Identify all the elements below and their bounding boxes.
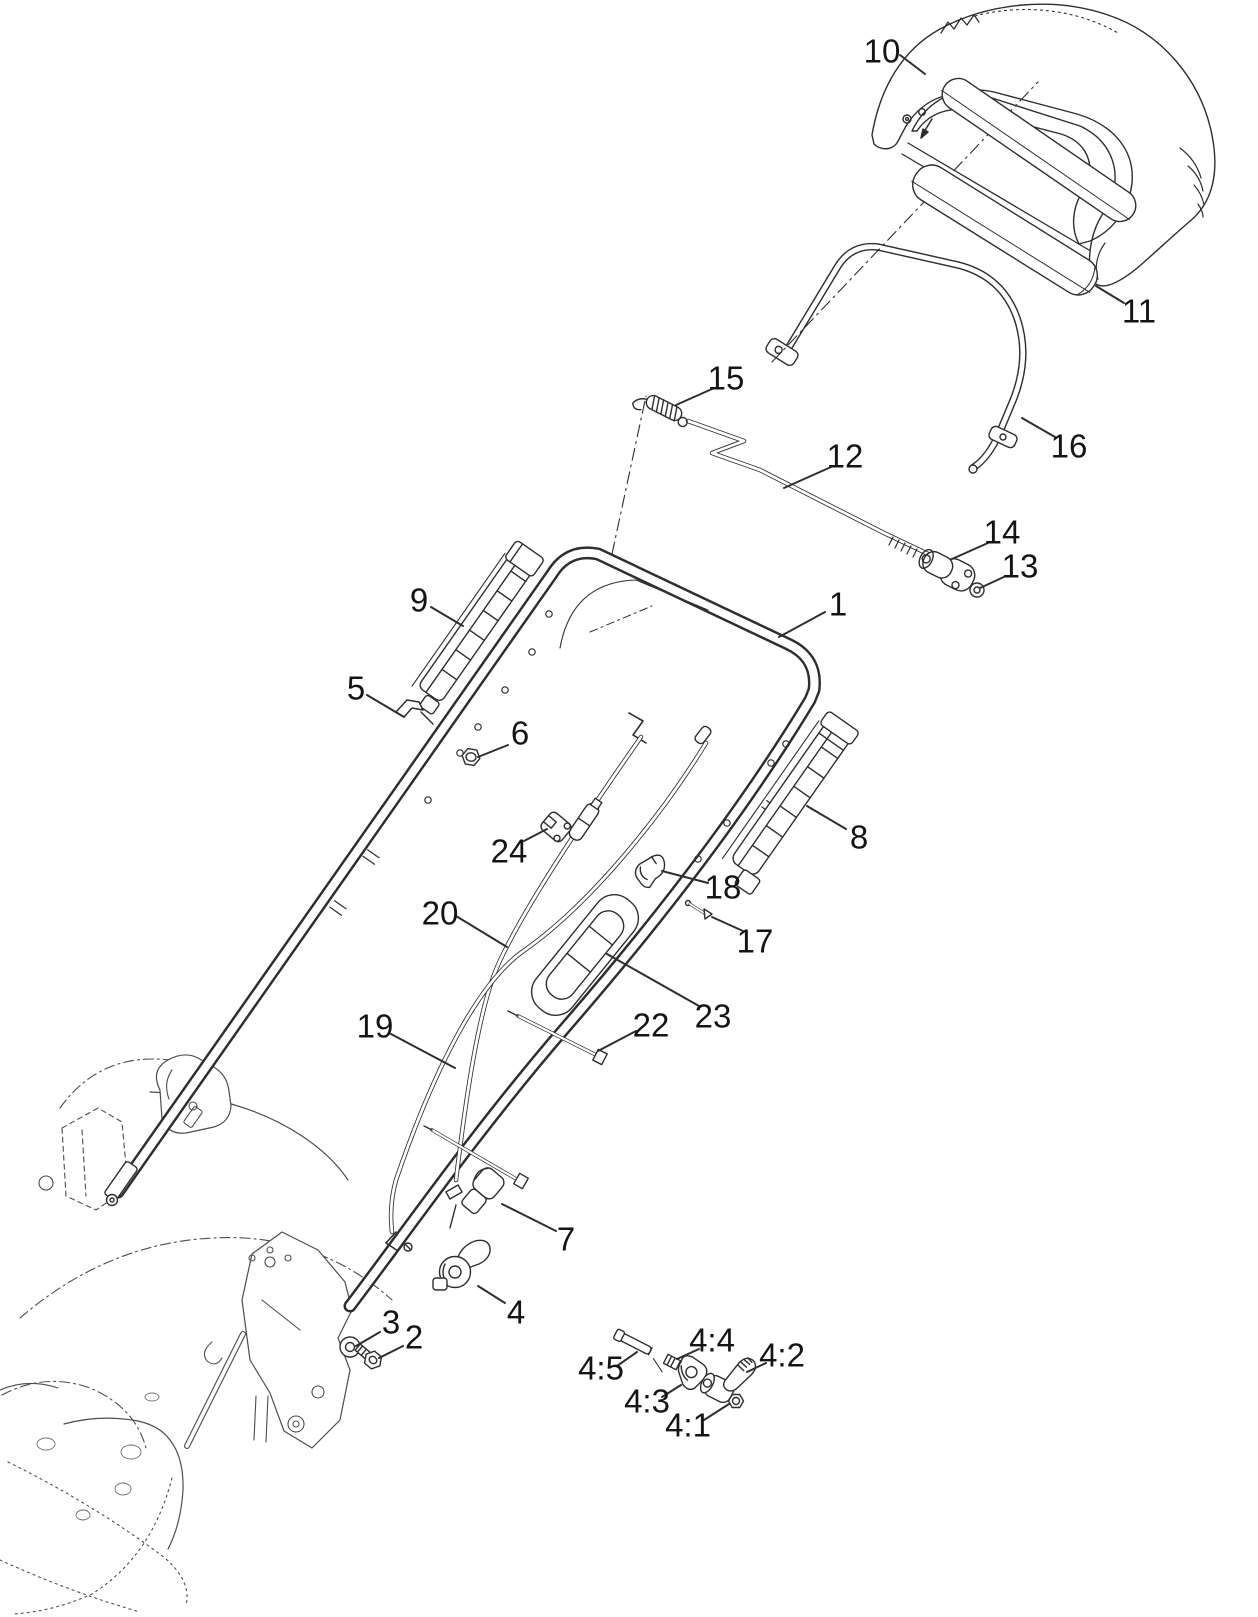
part-label-10: 10 [863, 32, 901, 70]
leader-line-9 [431, 607, 463, 626]
part-label-4-2: 4:2 [759, 1336, 805, 1374]
bail-bar-16 [764, 247, 1023, 473]
leader-line-15 [676, 389, 712, 405]
deck-rear-corner [64, 1418, 183, 1549]
part-label-23: 23 [694, 997, 732, 1035]
leader-line-23 [607, 954, 699, 1006]
part-label-22: 22 [632, 1006, 670, 1044]
clamp-24 [539, 810, 573, 844]
part-label-11: 11 [1121, 292, 1157, 330]
leader-line-14 [952, 543, 988, 559]
cable-adjuster [567, 797, 604, 843]
part-label-4: 4 [506, 1293, 526, 1331]
part-label-4-5: 4:5 [578, 1349, 624, 1387]
tube-core [688, 421, 947, 563]
part-label-7: 7 [556, 1220, 576, 1258]
leader-line-8 [807, 806, 846, 829]
leader-line-7 [502, 1204, 556, 1231]
texture-dots [975, 9, 1118, 33]
part-label-5: 5 [346, 669, 366, 707]
part-label-19: 19 [356, 1007, 394, 1045]
part-label-15: 15 [707, 359, 745, 397]
tube-core [518, 1016, 598, 1056]
part-label-8: 8 [849, 818, 869, 856]
part-label-17: 17 [736, 922, 774, 960]
deck-dotted-arc-1 [8, 1462, 187, 1605]
part-label-1: 1 [828, 585, 848, 623]
leader-line-2 [379, 1346, 403, 1358]
leader-line-22 [598, 1031, 636, 1051]
part-label-14: 14 [983, 513, 1021, 551]
part-label-12: 12 [826, 437, 864, 475]
leader-line-12 [784, 467, 831, 488]
part-label-2: 2 [404, 1318, 424, 1356]
leader-line-6 [478, 745, 508, 757]
part-label-20: 20 [421, 894, 459, 932]
grip-ridges [1180, 148, 1204, 217]
front-wheel-arc [2, 1381, 146, 1448]
part-label-18: 18 [704, 868, 742, 906]
part-label-16: 16 [1050, 427, 1088, 465]
washer-13 [970, 583, 984, 597]
part-label-9: 9 [409, 581, 429, 619]
deck-bolt-holes [37, 1393, 159, 1520]
part-label-3: 3 [381, 1303, 401, 1341]
leader-line-19 [391, 1034, 455, 1068]
leader-line-24 [524, 829, 547, 841]
part-label-13: 13 [1001, 547, 1039, 585]
nut-4-1 [729, 1395, 744, 1408]
cam-lever-4 [404, 1240, 490, 1290]
leader-line-1 [779, 612, 825, 637]
handle-inner-dashdot [590, 606, 652, 632]
leader-line-11 [1096, 286, 1124, 303]
cable-19-cap [694, 725, 713, 745]
part-label-4-1: 4:1 [665, 1406, 711, 1444]
deck-rod-core [187, 1334, 243, 1446]
part-label-6: 6 [510, 714, 530, 752]
tube-core [786, 247, 1023, 467]
handle-end-bolt [107, 1195, 118, 1206]
leader-line-3 [356, 1332, 380, 1346]
brake-rod-12 [688, 421, 947, 563]
tube-core [690, 904, 704, 913]
spring-15 [631, 388, 692, 432]
deck-dotted-arc-2 [0, 1560, 140, 1612]
leader-line-4 [478, 1286, 505, 1303]
leader-line-20 [456, 916, 507, 947]
part-label-4-4: 4:4 [689, 1321, 735, 1359]
leader-line-5 [367, 695, 404, 717]
part-label-4-3: 4:3 [624, 1382, 670, 1420]
mower-deck-outline [0, 1055, 392, 1614]
spring-axis-dashdot [612, 396, 646, 554]
wheel-housing-arc [60, 1059, 170, 1108]
assembly-arrow [921, 119, 932, 138]
leader-line-10 [900, 55, 925, 74]
part-label-24: 24 [490, 832, 528, 870]
serrated-edge [941, 15, 979, 33]
clip-7 [456, 1164, 507, 1217]
